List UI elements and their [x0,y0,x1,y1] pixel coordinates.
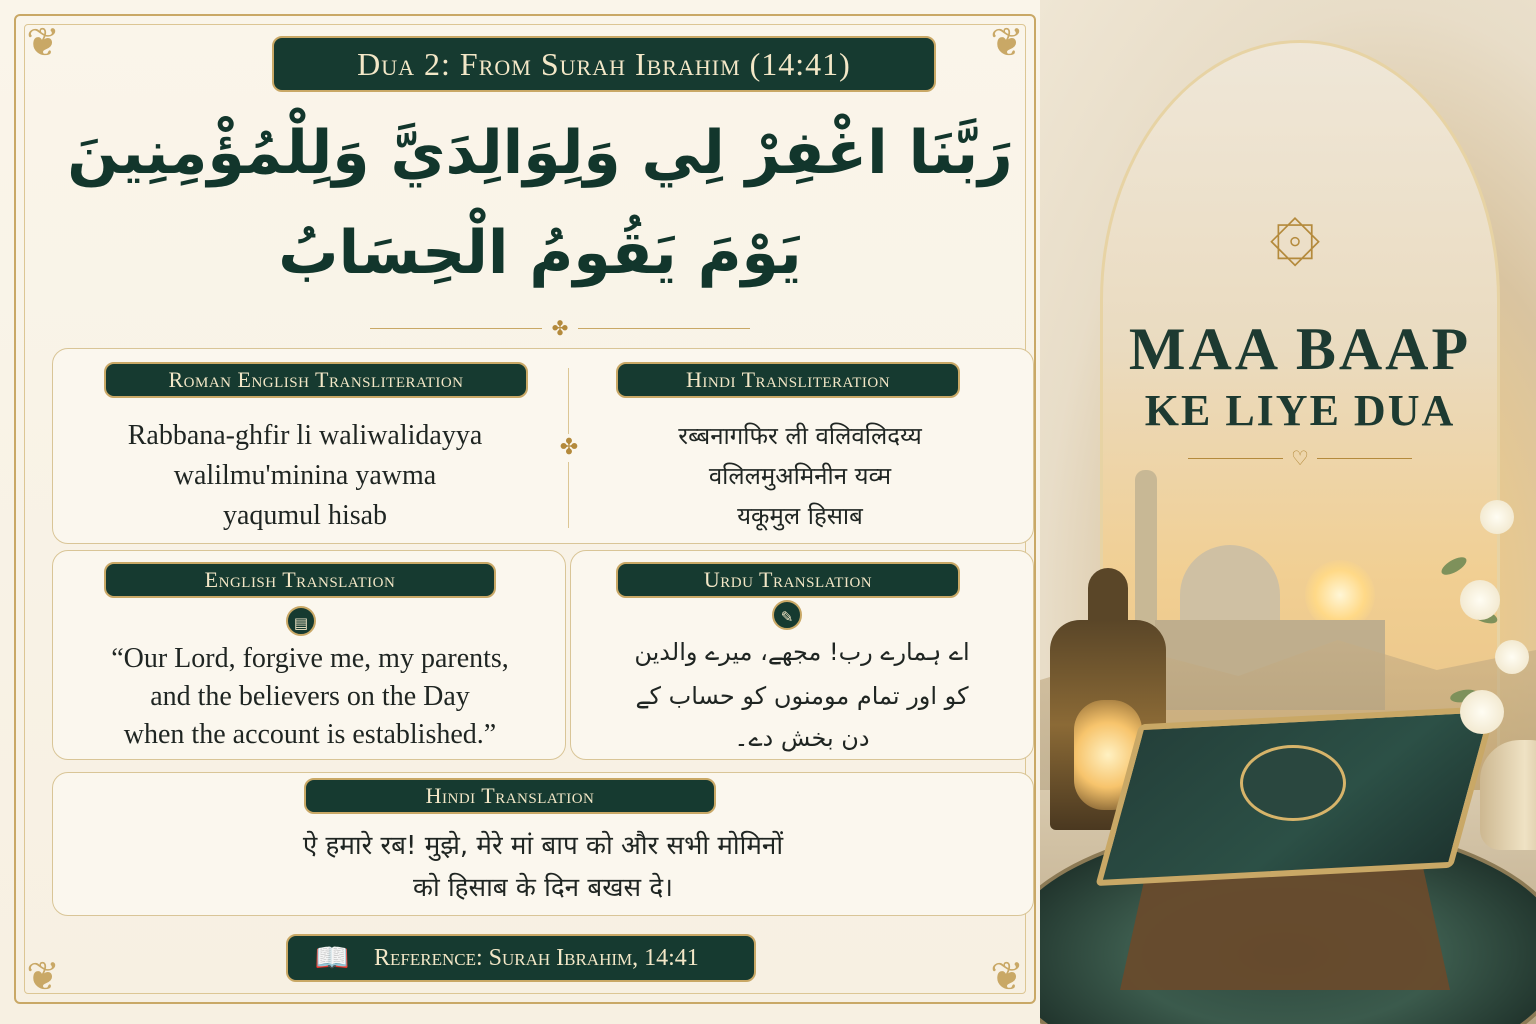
heart-divider-icon: ♡ [1180,446,1420,470]
urdu-line-1: اے ہمارے رب! مجھے، میرے والدین [634,638,970,666]
vase [1480,740,1536,850]
urdu-line-3: دن بخش دے۔ [734,724,870,752]
urdu-line-2: کو اور تمام مومنوں کو حساب کے [635,682,969,710]
flower-icon [1495,640,1529,674]
ornament-divider-icon: ✤ [360,318,760,338]
flower-icon [1480,500,1514,534]
hindi-translit-line-3: यकूमुल हिसाब [737,502,863,530]
english-line-1: “Our Lord, forgive me, my parents, [111,643,509,674]
lantern-cap [1088,568,1128,628]
arabic-line-2: يَوْمَ يَقُومُ الْحِسَابُ [278,218,802,288]
english-line-2: and the believers on the Day [150,681,470,712]
hindi-translation-line-1: ऐ हमारे रब! मुझे, मेरे मां बाप को और सभी मोमिनों [302,831,784,861]
flower-icon [1460,690,1504,734]
hindi-translit-line-2: वलिलमुअमिनीन यव्म [708,462,892,490]
calligraphy-logo-icon: ۞ [1269,173,1321,277]
book-medallion [1240,745,1346,821]
hindi-translation-line-2: को हिसाब के दिन बखस दे। [412,873,673,903]
urdu-translation-label: Urdu Translation [616,562,960,598]
reference-badge: Reference: Surah Ibrahim, 14:41 [286,934,756,982]
english-translation-label: English Translation [104,562,496,598]
page-title: Dua 2: From Surah Ibrahim (14:41) [272,36,936,92]
corner-ornament-icon: ❦ [26,954,60,1000]
flower-icon [1460,580,1500,620]
arabic-line-1: رَبَّنَا اغْفِرْ لِي وَلِوَالِدَيَّ وَلِلْمُؤْمِنِينَ [67,118,1013,188]
hindi-translit-line-1: रब्बनागफिर ली वलिवलिदय्य [678,422,922,450]
brand-subtitle: KE LIYE DUA [1144,386,1456,435]
roman-line-1: Rabbana-ghfir li waliwalidayya [127,420,483,451]
hindi-translation-label: Hindi Translation [304,778,716,814]
open-book-icon: ▤ [286,606,316,636]
hindi-transliteration-label: Hindi Transliteration [616,362,960,398]
roman-transliteration-label: Roman English Transliteration [104,362,528,398]
roman-line-2: walilmu'minina yawma [173,460,437,491]
ornament-icon: ✤ [555,434,583,462]
corner-ornament-icon: ❦ [26,20,60,66]
english-line-3: when the account is established.” [123,719,497,750]
corner-ornament-icon: ❦ [990,20,1024,66]
quill-pen-icon: ✎ [772,600,802,630]
corner-ornament-icon: ❦ [990,954,1024,1000]
open-book-icon: 📖 [314,941,350,974]
roman-line-3: yaqumul hisab [222,500,388,531]
brand-title: MAA BAAP [1128,316,1472,382]
